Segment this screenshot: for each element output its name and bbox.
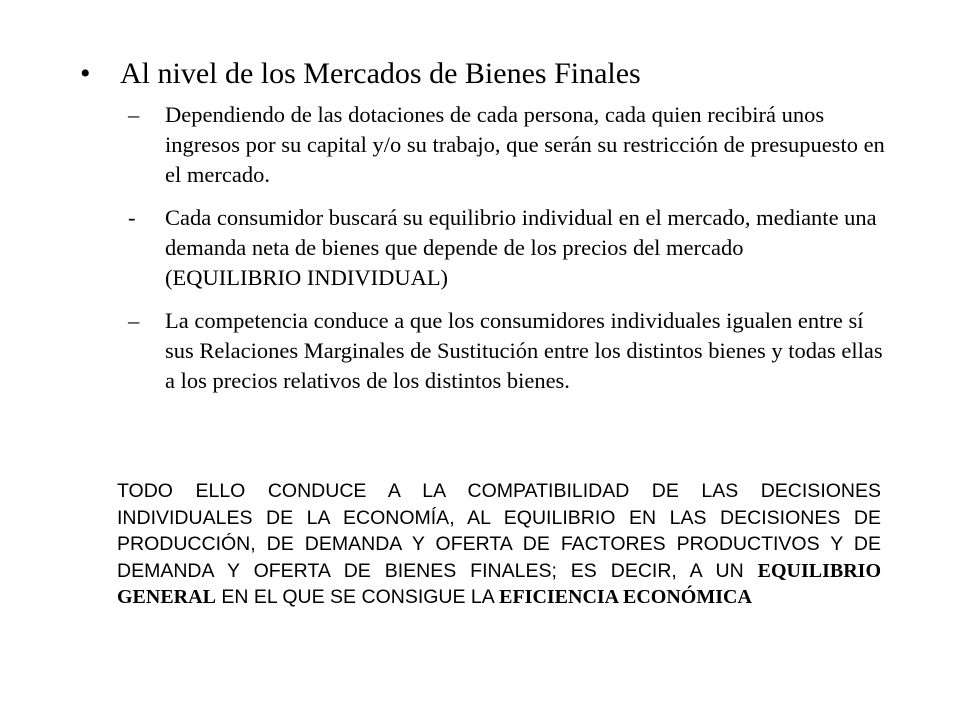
sub-point-text: La competencia conduce a que los consumidores individuales igualen entre sí sus Relaciones Marginales de Sustitución entre los distintos bienes y todas ellas a los precios relativos de los distintos bienes. xyxy=(165,308,883,393)
sub-point-marker: – xyxy=(128,308,140,333)
sub-point-marker: – xyxy=(128,102,140,127)
sub-point-text: Cada consumidor buscará su equilibrio individual en el mercado, mediante una demanda neta de bienes que depende de los precios del mercado (EQUILIBRIO INDIVIDUAL) xyxy=(165,205,877,290)
conclusion-paragraph xyxy=(117,478,881,611)
conclusion-text-part1: TODO ELLO CONDUCE A LA COMPATIBILIDAD DE LAS DECISIONES INDIVIDUALES DE LA ECONOMÍA, AL EQUILIBRIO EN LAS DECISIONES DE PRODUCCIÓN, DE DEMANDA Y OFERTA DE FACTORES PRODUCTIVOS Y DE DEMANDA Y OFERTA DE BIENES FINALES; ES DECIR, A UN xyxy=(117,480,881,582)
conclusion-text-part2: EN EL QUE SE CONSIGUE LA xyxy=(215,586,500,608)
conclusion-bold-eficiencia-economica: EFICIENCIA ECONÓMICA xyxy=(499,586,752,608)
sub-point-marker: - xyxy=(128,205,136,230)
bullet-dot: • xyxy=(80,57,91,90)
main-bullet-text: Al nivel de los Mercados de Bienes Finales xyxy=(120,57,641,90)
conclusion-bold-equilibrio-general: EQUILIBRIO GENERAL xyxy=(117,559,881,608)
sub-point-text: Dependiendo de las dotaciones de cada persona, cada quien recibirá unos ingresos por su capital y/o su trabajo, que serán su restricción de presupuesto en el mercado. xyxy=(165,102,885,187)
